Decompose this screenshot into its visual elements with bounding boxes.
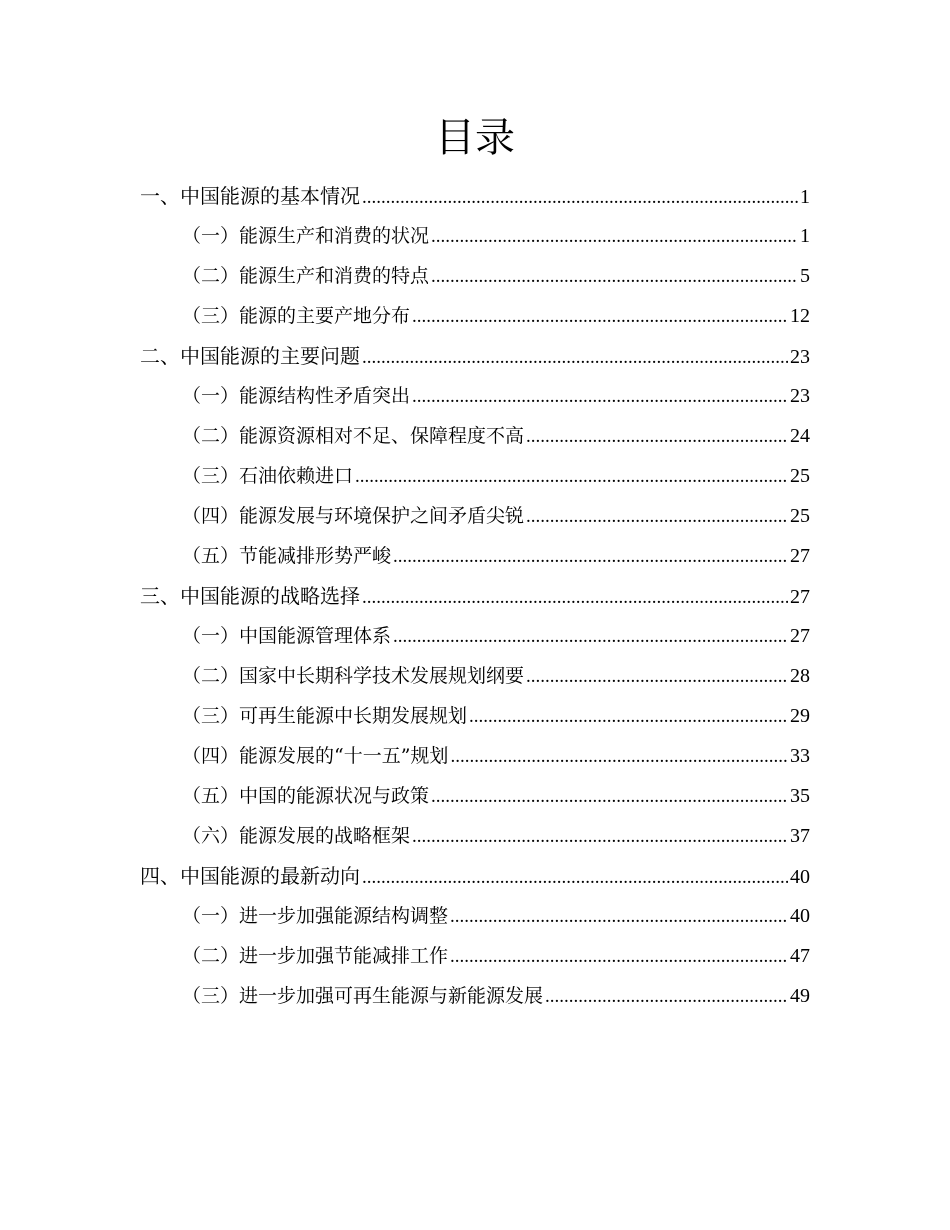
toc-dot-leader (393, 537, 788, 577)
toc-page-number: 28 (790, 665, 810, 687)
toc-page-number: 23 (790, 385, 810, 407)
toc-subsection-entry[interactable] (182, 536, 810, 576)
toc-page-number: 12 (790, 305, 810, 327)
toc-subsection-entry[interactable] (182, 456, 810, 496)
toc-dot-leader (526, 657, 788, 697)
toc-subsection-entry[interactable] (182, 896, 810, 936)
toc-page-number: 1 (800, 186, 810, 208)
toc-entry-title: （一）中国能源管理体系 (182, 625, 392, 647)
toc-subsection-entry[interactable] (182, 416, 810, 456)
toc-entry-title: （四）能源发展与环境保护之间矛盾尖锐 (182, 505, 525, 527)
toc-subsection-entry[interactable] (182, 216, 810, 256)
toc-section-entry[interactable] (140, 856, 810, 896)
toc-entry-title: （三）石油依赖进口 (182, 465, 354, 487)
toc-subsection-entry[interactable] (182, 616, 810, 656)
toc-dot-leader (431, 217, 798, 257)
toc-page-number: 25 (790, 505, 810, 527)
toc-page-number: 40 (790, 866, 810, 888)
toc-page-number: 27 (790, 545, 810, 567)
toc-entry-title: （二）能源生产和消费的特点 (182, 265, 430, 287)
toc-subsection-entry[interactable] (182, 376, 810, 416)
toc-dot-leader (450, 897, 788, 937)
toc-subsection-entry[interactable] (182, 776, 810, 816)
toc-page-number: 27 (790, 625, 810, 647)
toc-dot-leader (545, 977, 788, 1017)
toc-subsection-entry[interactable] (182, 976, 810, 1016)
toc-section-entry[interactable] (140, 336, 810, 376)
toc-entry-title: 四、中国能源的最新动向 (140, 864, 360, 888)
toc-section-entry[interactable] (140, 176, 810, 216)
toc-entry-title: 二、中国能源的主要问题 (140, 344, 360, 368)
toc-page-number: 49 (790, 985, 810, 1007)
toc-subsection-entry[interactable] (182, 816, 810, 856)
toc-subsection-entry[interactable] (182, 736, 810, 776)
toc-page-number: 29 (790, 705, 810, 727)
toc-entry-title: （一）能源结构性矛盾突出 (182, 385, 411, 407)
toc-dot-leader (469, 697, 788, 737)
toc-page-number: 33 (790, 745, 810, 767)
toc-dot-leader (362, 338, 788, 378)
toc-dot-leader (412, 297, 788, 337)
toc-page-number: 35 (790, 785, 810, 807)
toc-entry-title: 一、中国能源的基本情况 (140, 184, 360, 208)
toc-page-number: 25 (790, 465, 810, 487)
toc-entry-title: （一）进一步加强能源结构调整 (182, 905, 449, 927)
toc-dot-leader (526, 497, 788, 537)
toc-page-number: 23 (790, 346, 810, 368)
toc-subsection-entry[interactable] (182, 656, 810, 696)
toc-dot-leader (431, 257, 798, 297)
toc-page-number: 37 (790, 825, 810, 847)
toc-entry-title: （五）中国的能源状况与政策 (182, 785, 430, 807)
toc-dot-leader (362, 858, 788, 898)
toc-entry-title: （四）能源发展的“十一五”规划 (182, 745, 449, 767)
toc-dot-leader (526, 417, 788, 457)
toc-dot-leader (412, 817, 788, 857)
toc-dot-leader (450, 937, 788, 977)
toc-page-number: 47 (790, 945, 810, 967)
toc-dot-leader (355, 457, 788, 497)
toc-section-entry[interactable] (140, 576, 810, 616)
toc-entry-title: （三）可再生能源中长期发展规划 (182, 705, 468, 727)
toc-entry-title: （一）能源生产和消费的状况 (182, 225, 430, 247)
toc-page-number: 27 (790, 586, 810, 608)
toc-entry-title: （六）能源发展的战略框架 (182, 825, 411, 847)
toc-subsection-entry[interactable] (182, 496, 810, 536)
toc-page-number: 1 (800, 225, 810, 247)
toc-entry-title: （二）能源资源相对不足、保障程度不高 (182, 425, 525, 447)
toc-entry-title: （三）能源的主要产地分布 (182, 305, 411, 327)
toc-entry-title: 三、中国能源的战略选择 (140, 584, 360, 608)
toc-dot-leader (412, 377, 788, 417)
toc-page-number: 24 (790, 425, 810, 447)
toc-dot-leader (362, 178, 798, 218)
toc-page-number: 5 (800, 265, 810, 287)
toc-subsection-entry[interactable] (182, 936, 810, 976)
toc-page-number: 40 (790, 905, 810, 927)
toc-entry-title: （二）国家中长期科学技术发展规划纲要 (182, 665, 525, 687)
toc-dot-leader (450, 737, 788, 777)
toc-dot-leader (431, 777, 788, 817)
toc-entry-title: （三）进一步加强可再生能源与新能源发展 (182, 985, 544, 1007)
toc-dot-leader (393, 617, 788, 657)
toc-subsection-entry[interactable] (182, 296, 810, 336)
toc-entry-title: （五）节能减排形势严峻 (182, 545, 392, 567)
page-title: 目录 (435, 115, 515, 161)
toc-subsection-entry[interactable] (182, 256, 810, 296)
toc-subsection-entry[interactable] (182, 696, 810, 736)
toc-dot-leader (362, 578, 788, 618)
toc-entry-title: （二）进一步加强节能减排工作 (182, 945, 449, 967)
